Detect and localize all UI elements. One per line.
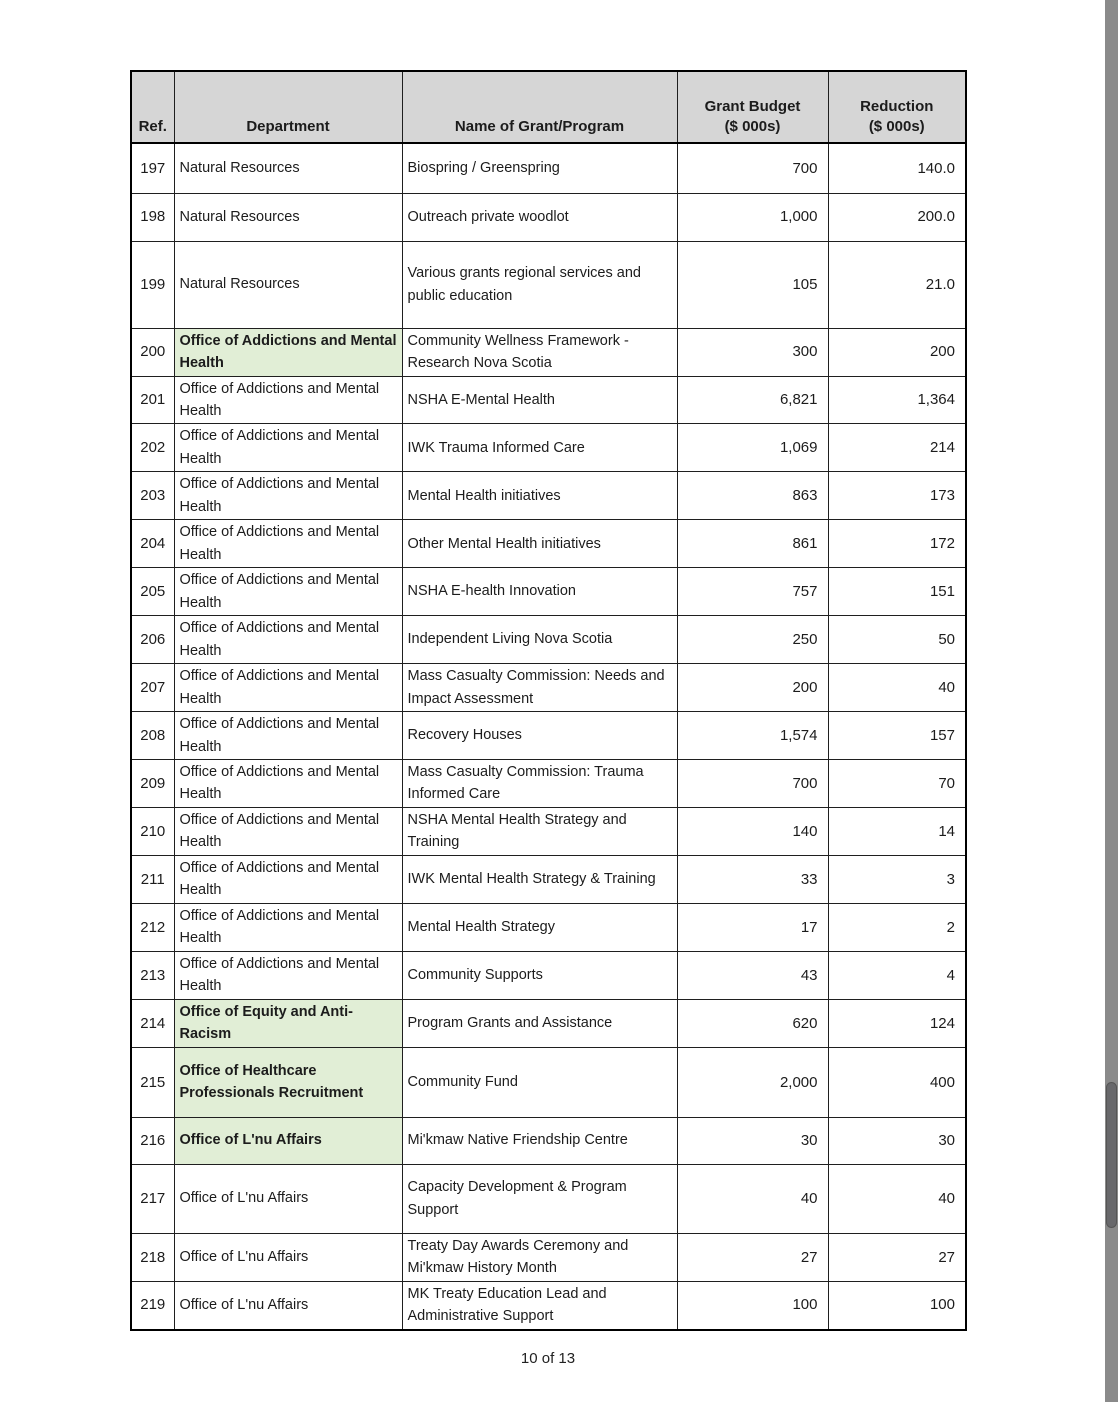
table-row <box>131 328 966 376</box>
table-row <box>131 616 966 664</box>
department-cell: Office of Addictions and Mental Health <box>174 328 402 376</box>
reduction-cell: 14 <box>828 807 966 855</box>
table-row <box>131 951 966 999</box>
table-row <box>131 376 966 424</box>
department-cell: Natural Resources <box>174 143 402 193</box>
ref-cell: 207 <box>131 664 174 712</box>
table-row <box>131 520 966 568</box>
program-cell: Mental Health Strategy <box>402 903 677 951</box>
program-cell: Mass Casualty Commission: Needs and Impact Assessment <box>402 664 677 712</box>
program-cell: NSHA Mental Health Strategy and Training <box>402 807 677 855</box>
table-row <box>131 664 966 712</box>
reduction-cell: 4 <box>828 951 966 999</box>
reduction-cell: 157 <box>828 712 966 760</box>
program-cell: Various grants regional services and public education <box>402 241 677 328</box>
budget-cell: 1,069 <box>677 424 828 472</box>
col-header-program: Name of Grant/Program <box>402 71 677 143</box>
budget-cell: 250 <box>677 616 828 664</box>
program-cell: MK Treaty Education Lead and Administrative Support <box>402 1281 677 1329</box>
program-cell: Treaty Day Awards Ceremony and Mi'kmaw History Month <box>402 1233 677 1281</box>
reduction-cell: 40 <box>828 1164 966 1233</box>
program-cell: NSHA E-Mental Health <box>402 376 677 424</box>
budget-cell: 140 <box>677 807 828 855</box>
budget-cell: 700 <box>677 760 828 808</box>
table-row <box>131 424 966 472</box>
department-cell: Office of L'nu Affairs <box>174 1164 402 1233</box>
program-cell: Mass Casualty Commission: Trauma Informed Care <box>402 760 677 808</box>
ref-cell: 198 <box>131 193 174 241</box>
program-cell: Community Fund <box>402 1047 677 1117</box>
reduction-cell: 124 <box>828 999 966 1047</box>
program-cell: NSHA E-health Innovation <box>402 568 677 616</box>
program-cell: Mental Health initiatives <box>402 472 677 520</box>
budget-cell: 43 <box>677 951 828 999</box>
table-row <box>131 1164 966 1233</box>
reduction-cell: 100 <box>828 1281 966 1329</box>
department-cell: Office of Addictions and Mental Health <box>174 712 402 760</box>
reduction-cell: 214 <box>828 424 966 472</box>
budget-cell: 863 <box>677 472 828 520</box>
reduction-cell: 50 <box>828 616 966 664</box>
budget-cell: 27 <box>677 1233 828 1281</box>
ref-cell: 211 <box>131 855 174 903</box>
department-cell: Office of Addictions and Mental Health <box>174 664 402 712</box>
program-cell: Mi'kmaw Native Friendship Centre <box>402 1117 677 1164</box>
department-cell: Office of Addictions and Mental Health <box>174 760 402 808</box>
budget-cell: 6,821 <box>677 376 828 424</box>
reduction-cell: 27 <box>828 1233 966 1281</box>
reduction-cell: 172 <box>828 520 966 568</box>
department-cell: Office of L'nu Affairs <box>174 1281 402 1329</box>
ref-cell: 216 <box>131 1117 174 1164</box>
table-row <box>131 1047 966 1117</box>
table-row <box>131 807 966 855</box>
program-cell: Independent Living Nova Scotia <box>402 616 677 664</box>
grants-table <box>130 70 967 1331</box>
program-cell: IWK Mental Health Strategy & Training <box>402 855 677 903</box>
ref-cell: 218 <box>131 1233 174 1281</box>
department-cell: Office of Addictions and Mental Health <box>174 520 402 568</box>
ref-cell: 219 <box>131 1281 174 1329</box>
program-cell: Program Grants and Assistance <box>402 999 677 1047</box>
table-row <box>131 712 966 760</box>
scrollbar[interactable] <box>1105 0 1118 1402</box>
budget-cell: 700 <box>677 143 828 193</box>
budget-cell: 30 <box>677 1117 828 1164</box>
reduction-cell: 40 <box>828 664 966 712</box>
program-cell: Recovery Houses <box>402 712 677 760</box>
ref-cell: 197 <box>131 143 174 193</box>
reduction-cell: 3 <box>828 855 966 903</box>
budget-cell: 2,000 <box>677 1047 828 1117</box>
col-header-ref: Ref. <box>131 71 174 143</box>
department-cell: Office of Addictions and Mental Health <box>174 903 402 951</box>
department-cell: Office of Equity and Anti-Racism <box>174 999 402 1047</box>
budget-cell: 100 <box>677 1281 828 1329</box>
department-cell: Office of Addictions and Mental Health <box>174 424 402 472</box>
col-header-reduction-line2: ($ 000s) <box>868 117 925 135</box>
department-cell: Natural Resources <box>174 193 402 241</box>
ref-cell: 210 <box>131 807 174 855</box>
reduction-cell: 21.0 <box>828 241 966 328</box>
table-row <box>131 999 966 1047</box>
table-row <box>131 241 966 328</box>
budget-cell: 105 <box>677 241 828 328</box>
department-cell: Office of Addictions and Mental Health <box>174 855 402 903</box>
table-row <box>131 760 966 808</box>
department-cell: Office of Addictions and Mental Health <box>174 472 402 520</box>
ref-cell: 209 <box>131 760 174 808</box>
budget-cell: 757 <box>677 568 828 616</box>
reduction-cell: 200.0 <box>828 193 966 241</box>
budget-cell: 1,000 <box>677 193 828 241</box>
department-cell: Office of L'nu Affairs <box>174 1117 402 1164</box>
program-cell: Biospring / Greenspring <box>402 143 677 193</box>
col-header-department: Department <box>174 71 402 143</box>
program-cell: IWK Trauma Informed Care <box>402 424 677 472</box>
ref-cell: 206 <box>131 616 174 664</box>
col-header-budget-line1: Grant Budget <box>704 97 801 115</box>
table-row <box>131 1233 966 1281</box>
budget-cell: 33 <box>677 855 828 903</box>
reduction-cell: 200 <box>828 328 966 376</box>
program-cell: Community Supports <box>402 951 677 999</box>
table-row <box>131 568 966 616</box>
ref-cell: 200 <box>131 328 174 376</box>
reduction-cell: 140.0 <box>828 143 966 193</box>
budget-cell: 620 <box>677 999 828 1047</box>
department-cell: Office of Addictions and Mental Health <box>174 807 402 855</box>
ref-cell: 204 <box>131 520 174 568</box>
program-cell: Community Wellness Framework - Research Nova Scotia <box>402 328 677 376</box>
ref-cell: 208 <box>131 712 174 760</box>
col-header-budget-line2: ($ 000s) <box>724 117 781 135</box>
table-row <box>131 143 966 193</box>
reduction-cell: 2 <box>828 903 966 951</box>
ref-cell: 213 <box>131 951 174 999</box>
col-header-reduction <box>828 71 966 143</box>
ref-cell: 214 <box>131 999 174 1047</box>
program-cell: Outreach private woodlot <box>402 193 677 241</box>
budget-cell: 861 <box>677 520 828 568</box>
col-header-reduction-line1: Reduction <box>860 97 934 115</box>
table-row <box>131 903 966 951</box>
department-cell: Office of Addictions and Mental Health <box>174 616 402 664</box>
ref-cell: 203 <box>131 472 174 520</box>
ref-cell: 215 <box>131 1047 174 1117</box>
department-cell: Office of Addictions and Mental Health <box>174 568 402 616</box>
ref-cell: 212 <box>131 903 174 951</box>
department-cell: Office of Healthcare Professionals Recruitment <box>174 1047 402 1117</box>
table-row <box>131 1117 966 1164</box>
reduction-cell: 70 <box>828 760 966 808</box>
budget-cell: 17 <box>677 903 828 951</box>
program-cell: Other Mental Health initiatives <box>402 520 677 568</box>
ref-cell: 217 <box>131 1164 174 1233</box>
department-cell: Office of Addictions and Mental Health <box>174 376 402 424</box>
reduction-cell: 151 <box>828 568 966 616</box>
page-number: 10 of 13 <box>520 1350 576 1367</box>
reduction-cell: 400 <box>828 1047 966 1117</box>
budget-cell: 200 <box>677 664 828 712</box>
col-header-budget <box>677 71 828 143</box>
scrollbar-thumb[interactable] <box>1106 1082 1117 1228</box>
table-row <box>131 1281 966 1329</box>
ref-cell: 201 <box>131 376 174 424</box>
ref-cell: 202 <box>131 424 174 472</box>
budget-cell: 1,574 <box>677 712 828 760</box>
budget-cell: 40 <box>677 1164 828 1233</box>
reduction-cell: 1,364 <box>828 376 966 424</box>
reduction-cell: 173 <box>828 472 966 520</box>
ref-cell: 199 <box>131 241 174 328</box>
table-header-row <box>131 71 966 143</box>
reduction-cell: 30 <box>828 1117 966 1164</box>
department-cell: Natural Resources <box>174 241 402 328</box>
department-cell: Office of L'nu Affairs <box>174 1233 402 1281</box>
table-row <box>131 193 966 241</box>
table-row <box>131 855 966 903</box>
department-cell: Office of Addictions and Mental Health <box>174 951 402 999</box>
table-row <box>131 472 966 520</box>
program-cell: Capacity Development & Program Support <box>402 1164 677 1233</box>
budget-cell: 300 <box>677 328 828 376</box>
ref-cell: 205 <box>131 568 174 616</box>
